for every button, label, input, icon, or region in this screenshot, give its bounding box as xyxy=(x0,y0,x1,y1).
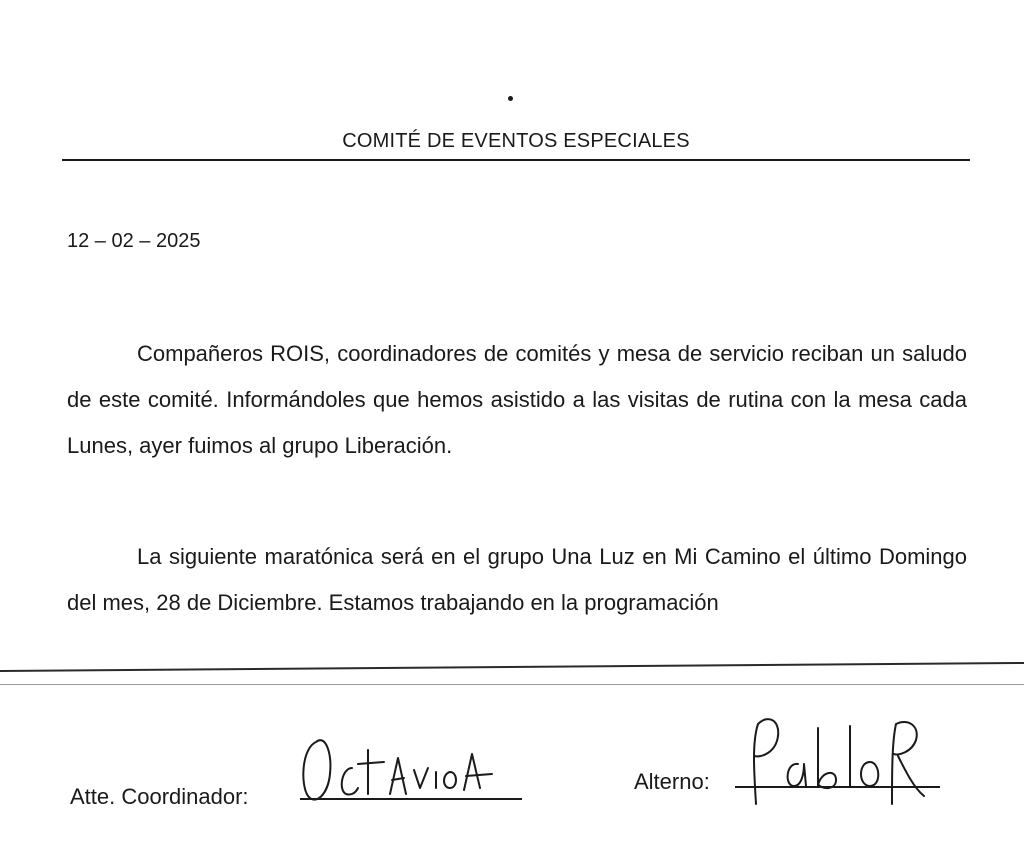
coordinator-signature xyxy=(294,724,494,810)
letter-date: 12 – 02 – 2025 xyxy=(67,230,201,252)
ink-speck xyxy=(508,96,513,101)
coordinator-label: Atte. Coordinador: xyxy=(70,784,249,809)
page-fold-shadow xyxy=(0,684,1024,685)
committee-heading: COMITÉ DE EVENTOS ESPECIALES xyxy=(342,130,690,152)
heading-divider xyxy=(62,159,970,161)
paragraph-greeting xyxy=(67,331,967,469)
paragraph-marathon xyxy=(67,534,967,626)
alternate-label: Alterno: xyxy=(634,769,710,794)
page-fold-line xyxy=(0,662,1024,672)
paragraph-marathon-text: La siguiente maratónica será en el grupo Una Luz en Mi Camino el último Domingo del mes, 28 de Diciembre. Estamos trabajando en la programación xyxy=(67,544,967,615)
paragraph-greeting-text: Compañeros ROIS, coordinadores de comités y mesa de servicio reciban un saludo de este comité. Informándoles que hemos asistido a las visitas de rutina con la mesa cada Lunes, ayer fuimos al grupo Liberación. xyxy=(67,341,967,458)
alternate-signature xyxy=(738,712,928,812)
